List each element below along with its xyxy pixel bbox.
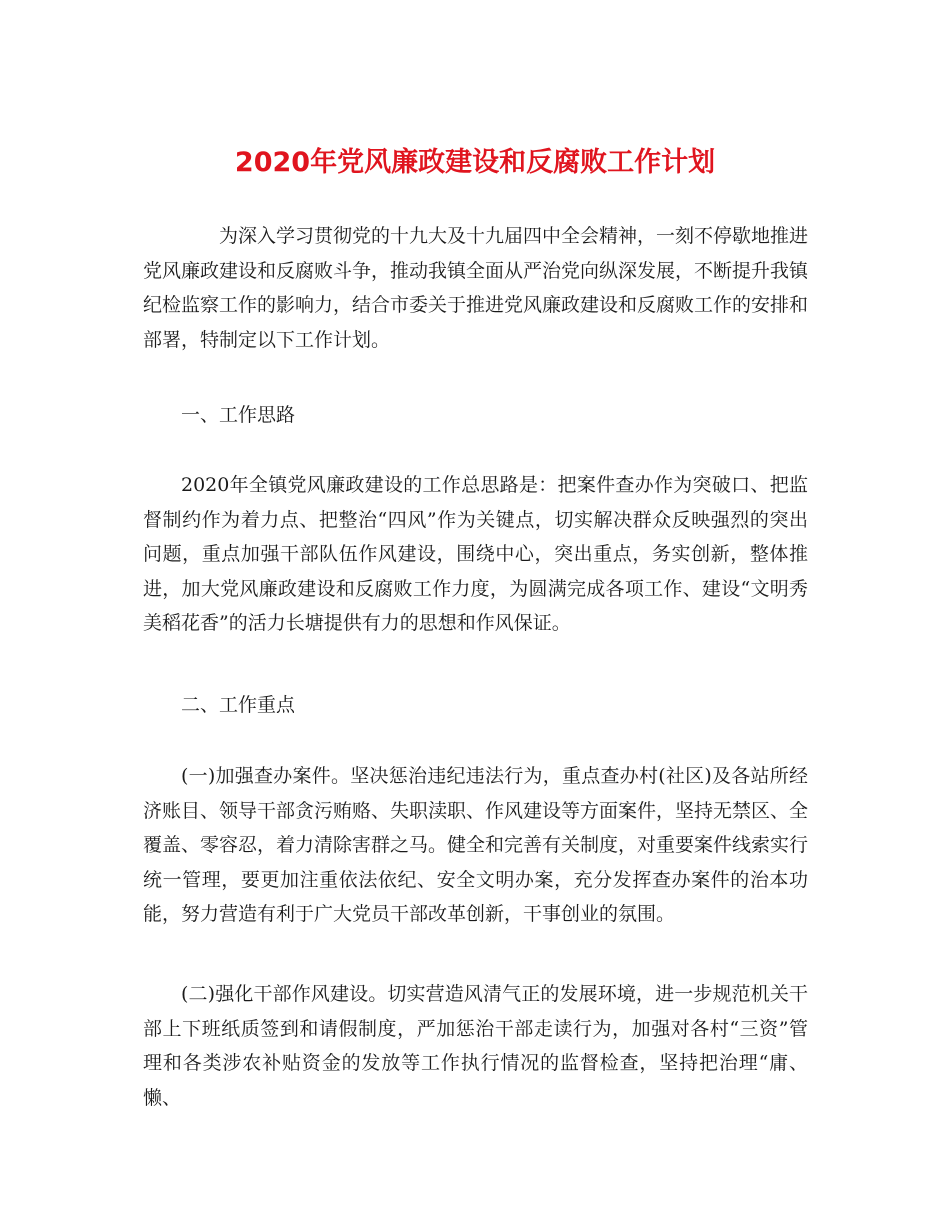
section-body-work-approach: 2020年全镇党风廉政建设的工作总思路是：把案件查办作为突破口、把监督制约作为着力点、把整治“四风”作为关键点，切实解决群众反映强烈的突出问题，重点加强干部队伍作风建设，围绕中心，突出重点，务实创新，整体推进，加大党风廉政建设和反腐败工作力度，为圆满完成各项工作、建设“文明秀美稻花香”的活力长塘提供有力的思想和作风保证。 [143,474,808,635]
work-focus-item-2: (二)强化干部作风建设。切实营造风清气正的发展环境，进一步规范机关干部上下班纸质签到和请假制度，严加惩治干部走读行为，加强对各村“三资”管理和各类涉农补贴资金的发放等工作执行情况的监督检查，坚持把治理“庸、懒、 [143,983,808,1109]
document-title: 2020年党风廉政建设和反腐败工作计划 [234,147,716,178]
intro-paragraph: 为深入学习贯彻党的十九大及十九届四中全会精神，一刻不停歇地推进党风廉政建设和反腐败斗争，推动我镇全面从严治党向纵深发展，不断提升我镇纪检监察工作的影响力，结合市委关于推进党风廉政建设和反腐败工作的安排和部署，特制定以下工作计划。 [143,225,809,351]
section-heading-work-focus: 二、工作重点 [181,694,296,716]
section-heading-work-approach: 一、工作思路 [181,404,296,426]
work-focus-item-1: (一)加强查办案件。坚决惩治违纪违法行为，重点查办村(社区)及各站所经济账目、领导干部贪污贿赂、失职渎职、作风建设等方面案件，坚持无禁区、全覆盖、零容忍，着力清除害群之马。健全和完善有关制度，对重要案件线索实行统一管理，要更加注重依法依纪、安全文明办案，充分发挥查办案件的治本功能，努力营造有利于广大党员干部改革创新，干事创业的氛围。 [143,765,809,926]
